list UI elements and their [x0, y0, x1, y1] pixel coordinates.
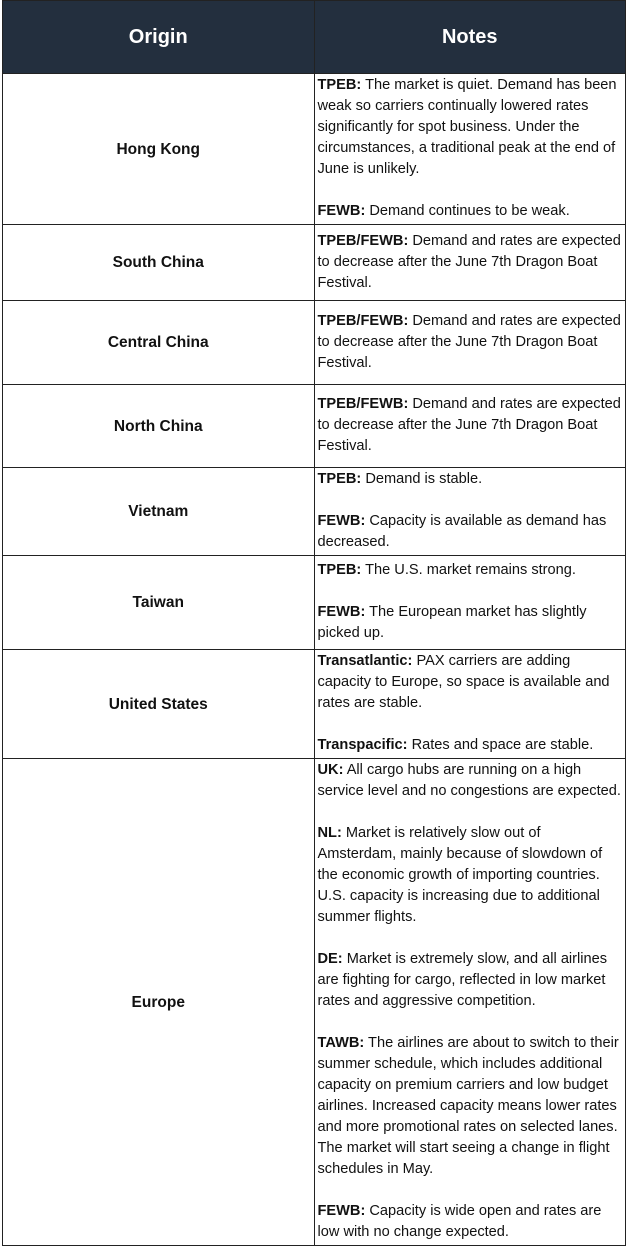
note-label: TPEB: — [317, 471, 362, 487]
note-paragraph — [318, 949, 623, 1012]
note-text: The market is quiet. Demand has been weak so carriers continually lowered rates significantly for spot business. Under the circumstances, a traditional peak at the end of June is unlikely. — [317, 77, 617, 177]
origin-cell: South China — [3, 225, 315, 301]
origin-cell: Vietnam — [3, 468, 315, 556]
note-text: Demand and rates are expected to decrease after the June 7th Dragon Boat Festival. — [317, 312, 621, 371]
note-text: Market is extremely slow, and all airlines are fighting for cargo, reflected in low market rates and aggressive competition. — [317, 951, 608, 1009]
notes-cell — [314, 759, 626, 1246]
note-label: TPEB/FEWB: — [317, 232, 409, 249]
table-row — [3, 556, 626, 650]
note-label: DE: — [317, 951, 343, 967]
note-text: PAX carriers are adding capacity to Europe, so space is available and rates are stable. — [317, 653, 610, 711]
note-paragraph — [318, 760, 623, 802]
note-label: TPEB: — [317, 77, 362, 93]
note-text: Capacity is wide open and rates are low with no change expected. — [317, 1203, 602, 1240]
note-paragraph — [318, 1201, 623, 1243]
origin-cell: Hong Kong — [3, 74, 315, 225]
origin-notes-table — [2, 0, 626, 1246]
note-paragraph — [318, 394, 623, 457]
note-text: Market is relatively slow out of Amsterdam, mainly because of slowdown of the economic growth of importing countries. U.S. capacity is increasing due to additional summer flights. — [317, 825, 603, 925]
notes-cell — [314, 74, 626, 225]
note-paragraph — [318, 1033, 623, 1180]
table-row — [3, 385, 626, 468]
note-text: The European market has slightly picked up. — [317, 604, 587, 641]
note-label: TPEB: — [317, 562, 362, 578]
note-label: FEWB: — [317, 513, 366, 529]
origin-cell: Taiwan — [3, 556, 315, 650]
note-label: FEWB: — [317, 604, 366, 620]
note-text: Demand and rates are expected to decrease after the June 7th Dragon Boat Festival. — [317, 232, 621, 291]
note-label: UK: — [317, 762, 344, 778]
notes-cell — [314, 650, 626, 759]
note-paragraph — [318, 735, 623, 756]
table-row — [3, 225, 626, 301]
table-row — [3, 301, 626, 385]
note-paragraph — [318, 201, 623, 222]
note-text: The U.S. market remains strong. — [361, 562, 576, 578]
note-label: FEWB: — [317, 203, 366, 219]
note-label: Transatlantic: — [317, 653, 413, 669]
note-label: Transpacific: — [317, 737, 408, 753]
note-text: Capacity is available as demand has decreased. — [317, 513, 607, 550]
note-paragraph — [318, 823, 623, 928]
note-label: NL: — [317, 825, 342, 841]
header-row — [3, 1, 626, 74]
notes-cell — [314, 301, 626, 385]
note-label: TPEB/FEWB: — [317, 396, 409, 412]
table-row — [3, 74, 626, 225]
note-paragraph — [318, 469, 623, 490]
origin-cell: Central China — [3, 301, 315, 385]
note-paragraph — [318, 651, 623, 714]
table-row — [3, 468, 626, 556]
note-paragraph — [318, 560, 623, 581]
table-row — [3, 759, 626, 1246]
note-paragraph — [318, 602, 623, 644]
note-paragraph — [318, 311, 623, 374]
notes-column-header: Notes — [314, 1, 626, 74]
note-paragraph — [318, 231, 623, 294]
note-label: TAWB: — [317, 1035, 365, 1051]
origin-cell: North China — [3, 385, 315, 468]
notes-cell — [314, 385, 626, 468]
note-paragraph — [318, 75, 623, 180]
origin-cell: Europe — [3, 759, 315, 1246]
notes-cell — [314, 468, 626, 556]
origin-cell: United States — [3, 650, 315, 759]
origin-column-header: Origin — [3, 1, 315, 74]
notes-cell — [314, 225, 626, 301]
note-label: FEWB: — [317, 1203, 366, 1219]
note-text: Demand and rates are expected to decrease after the June 7th Dragon Boat Festival. — [317, 396, 621, 454]
notes-cell — [314, 556, 626, 650]
note-text: Demand continues to be weak. — [365, 203, 570, 219]
note-label: TPEB/FEWB: — [317, 312, 409, 329]
note-paragraph — [318, 511, 623, 553]
note-text: All cargo hubs are running on a high service level and no congestions are expected. — [317, 762, 621, 799]
note-text: The airlines are about to switch to their summer schedule, which includes additional capacity on premium carriers and low budget airlines. Increased capacity means lower rates and more promotional rates on selected lanes. The market will start seeing a change in flight schedules in May. — [317, 1035, 619, 1177]
table-row — [3, 650, 626, 759]
note-text: Demand is stable. — [361, 471, 483, 487]
note-text: Rates and space are stable. — [407, 737, 594, 753]
